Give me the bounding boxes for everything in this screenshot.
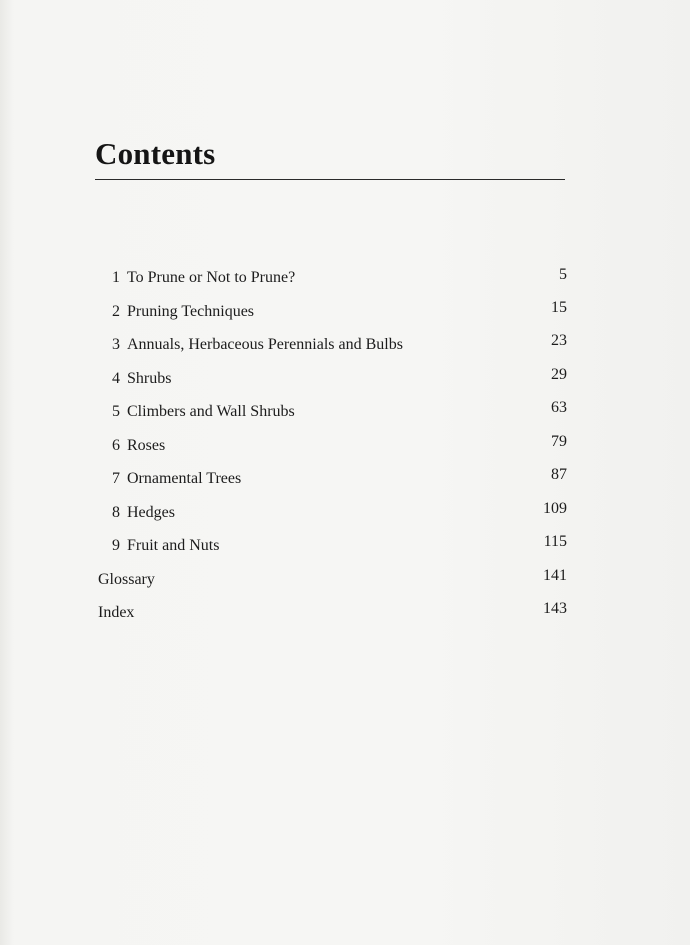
- chapter-number: 5: [112, 403, 120, 420]
- chapter-title: Roses: [127, 437, 166, 454]
- toc-entry: [0, 466, 690, 492]
- chapter-title: Shrubs: [127, 370, 172, 387]
- toc-entry-label: [112, 466, 241, 492]
- page-number: 15: [551, 299, 567, 316]
- chapter-number: 6: [112, 437, 120, 454]
- chapter-number: 7: [112, 470, 120, 487]
- toc-entry: [0, 533, 690, 559]
- chapter-title: Fruit and Nuts: [127, 537, 220, 554]
- toc-entry: [0, 567, 690, 593]
- toc-entry-label: [112, 433, 165, 459]
- toc-entry-label: [112, 366, 171, 392]
- chapter-title: Ornamental Trees: [127, 470, 242, 487]
- page-number: 109: [543, 500, 567, 517]
- toc-entry-label: Glossary: [98, 571, 155, 588]
- toc-entry: [0, 433, 690, 459]
- page-number: 5: [559, 266, 567, 283]
- page-number: 143: [543, 600, 567, 617]
- toc-entry-label: [112, 299, 254, 325]
- chapter-number: 9: [112, 537, 120, 554]
- chapter-number: 2: [112, 303, 120, 320]
- chapter-title: Climbers and Wall Shrubs: [127, 403, 295, 420]
- toc-entry: [0, 332, 690, 358]
- page-number: 141: [543, 567, 567, 584]
- toc-entry: [0, 500, 690, 526]
- toc-entry: [0, 399, 690, 425]
- page-number: 63: [551, 399, 567, 416]
- toc-entry-label: [112, 332, 403, 358]
- toc-entry: [0, 299, 690, 325]
- toc-entry-label: [112, 265, 295, 291]
- chapter-title: To Prune or Not to Prune?: [127, 269, 296, 286]
- page-number: 115: [543, 533, 567, 550]
- page-number: 87: [551, 466, 567, 483]
- toc-entry: [0, 366, 690, 392]
- chapter-number: 1: [112, 269, 120, 286]
- toc-entry-label: [112, 399, 295, 425]
- toc-entry-label: [112, 533, 219, 559]
- chapter-number: 3: [112, 336, 120, 353]
- page-number: 23: [551, 332, 567, 349]
- page-number: 79: [551, 433, 567, 450]
- chapter-title: Hedges: [127, 504, 175, 521]
- chapter-number: 4: [112, 370, 120, 387]
- toc-entry-label: [112, 500, 175, 526]
- page-number: 29: [551, 366, 567, 383]
- chapter-title: Annuals, Herbaceous Perennials and Bulbs: [127, 336, 403, 353]
- toc-entry-label: Index: [98, 604, 135, 621]
- toc-entry: [0, 600, 690, 626]
- heading-rule: [95, 179, 565, 180]
- chapter-number: 8: [112, 504, 120, 521]
- contents-heading: Contents: [95, 136, 216, 171]
- chapter-title: Pruning Techniques: [127, 303, 255, 320]
- toc-entry: [0, 265, 690, 291]
